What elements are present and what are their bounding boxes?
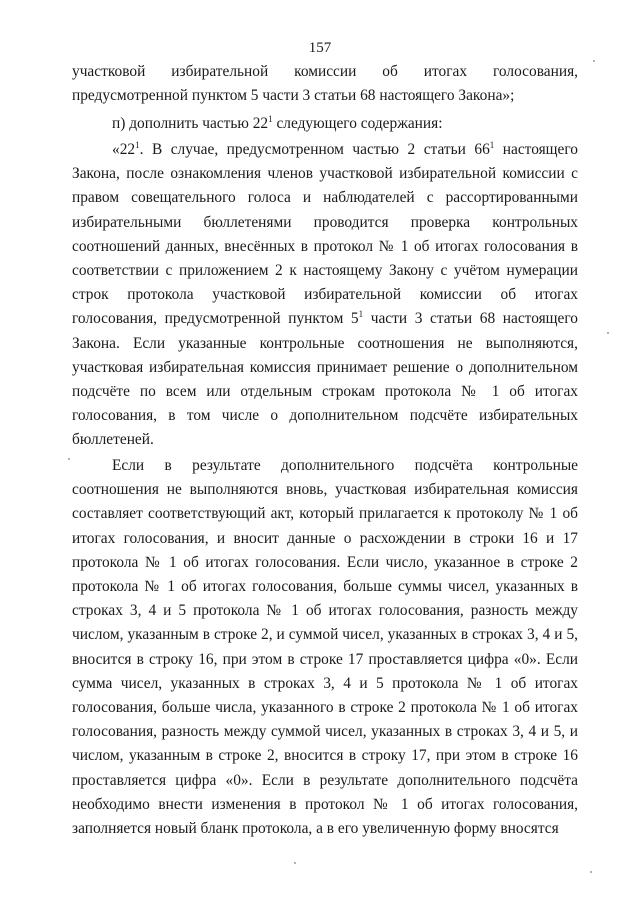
quote-part2-superscript: 1 — [358, 309, 364, 320]
scan-speck — [590, 871, 592, 873]
quote-open-superscript: 1 — [135, 140, 140, 150]
scan-speck — [607, 332, 609, 334]
item-p-text — [72, 112, 578, 136]
scan-speck — [593, 60, 595, 62]
second-paragraph-text: Если в результате дополнительного подсчёта контрольные соотношения не выполняются вновь, участковая избирательная комиссия составляет соответствующий акт, который прилагается к протоколу № 1 об итогах голосования, и вносит данные о расхождении в строки 16 и 17 протокола № 1 об итогах голосования. Если число, указанное в строке 2 протокола № 1 об итогах голосования, больше суммы чисел, указанных в строках 3, 4 и 5 протокола № 1 об итогах голосования, разность между числом, указанным в строке 2, и суммой чисел, указанных в строках 3, 4 и 5, вносится в строку 16, при этом в строке 17 проставляется цифра «0». Если сумма чисел, указанных в строках 3, 4 и 5 протокола № 1 об итогах голосования, больше числа, указанного в строке 2 протокола № 1 об итогах голосования, разность между суммой чисел, указанных в строках 3, 4 и 5, и числом, указанным в строке 2, вносится в строку 17, при этом в строке 16 проставляется цифра «0». Если в результате дополнительного подсчёта необходимо внести изменения в протокол № 1 об итогах голосования, заполняется новый бланк протокола, а в его увеличенную форму вносятся — [72, 457, 578, 838]
quote-part3: части 3 статьи 68 настоящего Закона. Если указанные контрольные соотношения не выполняются, участковая избирательная комиссия принимает решение о дополнительном подсчёте по всем или отдельным строкам протокола № 1 об итогах голосования, в том числе о дополнительном подсчёте избирательных бюллетеней. — [72, 310, 578, 449]
quote-open: «22 — [112, 141, 136, 158]
item-p-before: п) дополнить частью 22 — [112, 115, 269, 132]
continuation-text: участковой избирательной комиссии об итогах голосования, предусмотренной пунктом 5 части 3 статьи 68 настоящего Закона»; — [72, 63, 578, 105]
quote-part2: настоящего Закона, после ознакомления членов участковой избирательной комиссии с правом совещательного голоса и наблюдателей с рассортированными избирательными бюллетенями проводится проверка контрольных соотношений данных, внесённых в протокол № 1 об итогах голосования в соответствии с приложением 2 к настоящему Закону с учётом нумерации строк протокола участковой избирательной комиссии об итогах голосования, предусмотренной пунктом 5 — [72, 141, 578, 328]
scan-speck — [68, 458, 70, 460]
item-p-paragraph — [72, 112, 578, 136]
quoted-part-text — [72, 138, 578, 453]
quote-part1: . В случае, предусмотренном частью 2 статьи 66 — [139, 141, 490, 158]
quote-part1-superscript: 1 — [489, 140, 495, 150]
quoted-part-paragraph — [72, 138, 578, 453]
page-number: 157 — [308, 40, 332, 56]
continuation-paragraph — [72, 60, 578, 108]
item-p-superscript: 1 — [268, 114, 273, 124]
scan-speck — [294, 862, 296, 864]
second-paragraph — [72, 454, 578, 841]
item-p-after: следующего содержания: — [272, 115, 443, 132]
